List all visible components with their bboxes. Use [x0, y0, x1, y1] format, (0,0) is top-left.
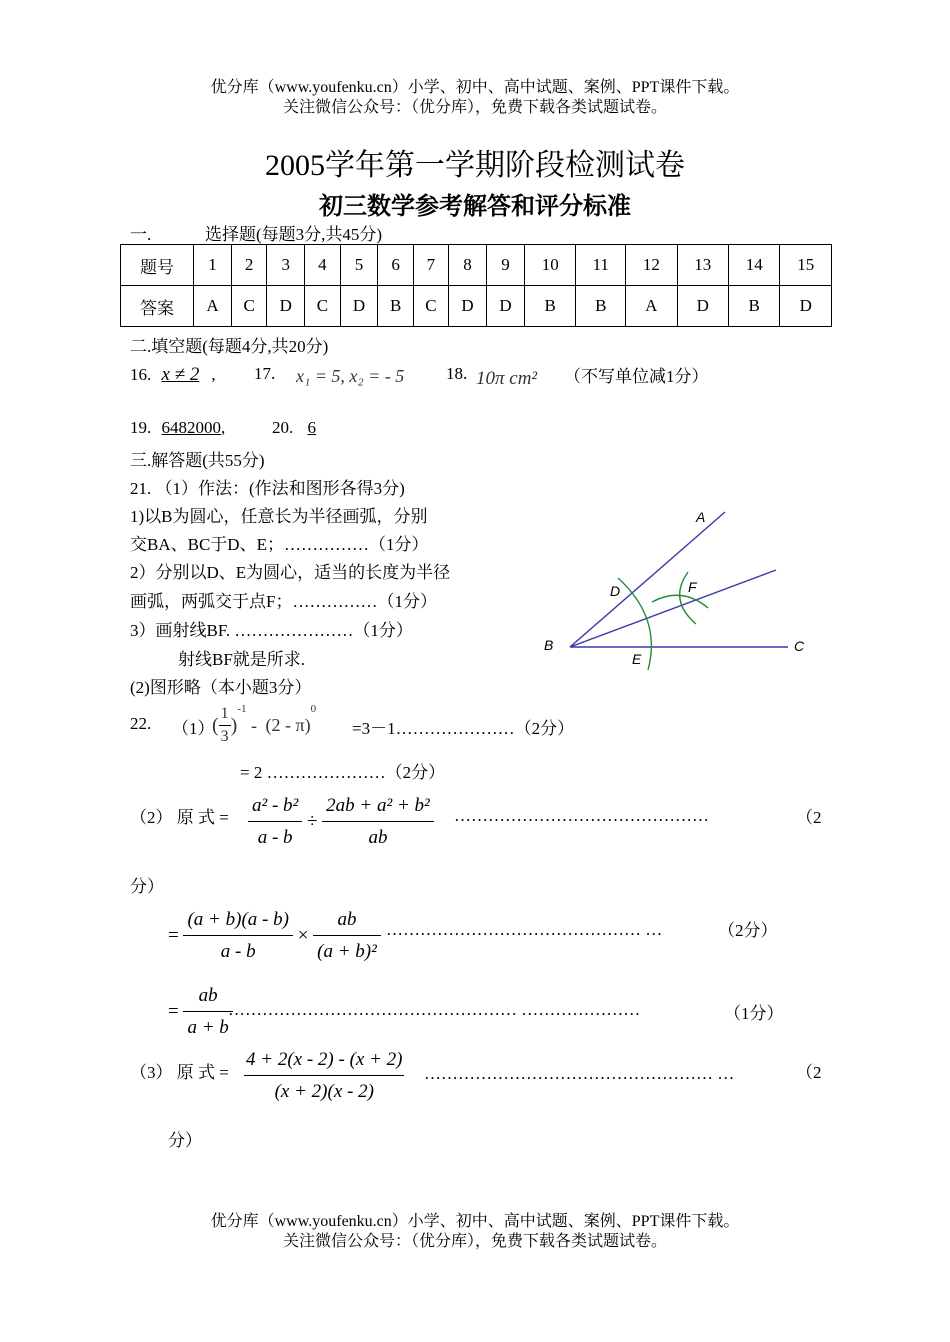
table-cell: D: [487, 286, 525, 327]
q22-p3-dots: …………………………………………… …: [424, 1064, 735, 1083]
q19: 19. 6482000,: [130, 418, 226, 437]
table-cell: 5: [340, 245, 378, 286]
q22-p2-step3-dots: …………………………………………… …………………: [228, 1000, 641, 1019]
table-cell: C: [305, 286, 340, 327]
q16-label: 16.: [130, 365, 152, 384]
table-cell: 10: [524, 245, 575, 286]
row-label-question: 题号: [121, 245, 194, 286]
q22-p2-step2-frac1-num: (a + b)(a - b): [183, 910, 292, 936]
q22-p2-frac2-num: 2ab + a² + b²: [322, 796, 434, 822]
table-cell: D: [677, 286, 728, 327]
q21-line-7: 射线BF就是所求.: [178, 650, 306, 669]
header-line-2: 关注微信公众号：（优分库），免费下载各类试题试卷。: [282, 99, 667, 116]
q22-p2-step3-eq: =: [168, 1000, 179, 1022]
q22-p1-line2: = 2 …………………（2分）: [240, 763, 446, 782]
table-cell: A: [194, 286, 232, 327]
footer-line-1: 优分库（www.youfenku.cn）小学、初中、高中试题、案例、PPT课件下载。: [210, 1213, 740, 1230]
q22-p2-dots: ………………………………………: [454, 806, 709, 825]
section1-heading: 选择题(每题3分,共45分): [205, 225, 383, 244]
q21-line-8: (2)图形略（本小题3分）: [130, 678, 312, 697]
q22-p1-expression: ( $\frac{1}{3}$ )$^{-1}$ - (2 - π)$^0$: [212, 703, 317, 746]
q22-p3-prefix: （3） 原 式 =: [130, 1063, 229, 1082]
section2-heading: 二.填空题(每题4分,共20分): [130, 337, 329, 356]
q22-p1-minus: -: [251, 715, 258, 736]
header-line-1: 优分库（www.youfenku.cn）小学、初中、高中试题、案例、PPT课件下载。: [210, 79, 740, 96]
q22-p2-step2-score: （2分）: [718, 921, 778, 940]
table-cell: B: [576, 286, 626, 327]
q22-p2-step2: [168, 910, 381, 963]
q22-p2-step2-times: ×: [297, 924, 309, 946]
q22-p2-step3-score: （1分）: [724, 1004, 784, 1023]
q22-p2-expression: [248, 796, 434, 849]
q22-p1-exp2: 0: [310, 703, 317, 715]
table-cell: 11: [576, 245, 626, 286]
table-cell: C: [231, 286, 266, 327]
q22-p1-exp1: -1: [237, 703, 247, 715]
ray-bf: [570, 570, 776, 647]
angle-bisector-figure: [540, 500, 820, 680]
q21-line-6: 3）画射线BF. …………………（1分）: [130, 621, 413, 640]
answer-table: [120, 244, 832, 327]
table-cell: B: [524, 286, 575, 327]
label-f: F: [688, 579, 697, 595]
q21-line-4: 2）分别以D、E为圆心，适当的长度为半径: [130, 563, 451, 582]
table-cell: 2: [231, 245, 266, 286]
table-row-answers: [121, 286, 832, 327]
q22-p1-base-num: 1: [219, 705, 231, 726]
table-row-questions: [121, 245, 832, 286]
q22-p2-frac2-den: ab: [368, 826, 388, 848]
q22-p3-expression: [244, 1050, 404, 1103]
footer-line-2: 关注微信公众号：（优分库），免费下载各类试题试卷。: [282, 1233, 667, 1250]
q20-answer: 6: [307, 418, 316, 437]
table-cell: 6: [378, 245, 413, 286]
q22-p1-prefix: （1）: [172, 719, 215, 738]
table-cell: 4: [305, 245, 340, 286]
label-a: A: [696, 509, 706, 525]
q16: 16. x ≠ 2 ,: [130, 364, 216, 385]
q22-p2-step3-den: a + b: [187, 1016, 229, 1038]
q17-answer: x₁ = 5, x₂ = - 5: [296, 366, 405, 386]
table-cell: D: [340, 286, 378, 327]
q19-answer: 6482000: [161, 418, 221, 437]
q17-label: 17.: [254, 364, 276, 383]
table-cell: B: [729, 286, 780, 327]
q22-p2-score-a: （2: [796, 808, 822, 827]
q22-p2-frac1-num: a² - b²: [248, 796, 302, 822]
section1-number: 一.: [130, 225, 152, 244]
table-cell: 7: [413, 245, 448, 286]
q22-p2-step2-eq: =: [168, 924, 179, 946]
q19-label: 19.: [130, 418, 152, 437]
q22-p3-score-a: （2: [796, 1063, 822, 1082]
q16-answer: x ≠ 2: [161, 364, 200, 385]
label-c: C: [794, 638, 805, 654]
label-e: E: [632, 651, 642, 667]
figure-rays: [570, 512, 788, 647]
label-b: B: [544, 637, 554, 653]
q21-line-2: 1)以B为圆心，任意长为半径画弧，分别: [130, 507, 428, 526]
q22-p2-step2-frac2-den: (a + b)²: [317, 940, 377, 962]
table-cell: 8: [449, 245, 487, 286]
table-cell: B: [378, 286, 413, 327]
table-cell: D: [267, 286, 305, 327]
label-d: D: [610, 583, 621, 599]
q21-line-5: 画弧，两弧交于点F；……………（1分）: [130, 592, 437, 611]
page-subtitle: 初三数学参考解答和评分标准: [319, 192, 631, 220]
q22-label: 22.: [130, 714, 152, 733]
q22-p2-step2-frac2-num: ab: [313, 910, 381, 936]
table-cell: 12: [626, 245, 677, 286]
table-cell: C: [413, 286, 448, 327]
q22-p2-prefix: （2） 原 式 =: [130, 808, 229, 827]
table-cell: 3: [267, 245, 305, 286]
q20: [272, 418, 320, 438]
q22-p1-result: =3－1…………………（2分）: [352, 719, 575, 738]
table-cell: 1: [194, 245, 232, 286]
table-cell: D: [780, 286, 832, 327]
q21-line-3: 交BA、BC于D、E；……………（1分）: [130, 535, 429, 554]
q22-p2-step2-dots: ……………………………………… …: [386, 920, 663, 939]
q22-p3-num: 4 + 2(x - 2) - (x + 2): [244, 1050, 404, 1076]
q22-p1-base-den: 3: [220, 728, 229, 746]
q21-line-1: 21. （1）作法：(作法和图形各得3分): [130, 479, 405, 498]
ray-ba: [570, 512, 725, 647]
q22-p1-paren: (2 - π): [265, 715, 311, 736]
page-title: 2005学年第一学期阶段检测试卷: [265, 149, 685, 182]
q22-p2-step3: [168, 986, 233, 1039]
q18-label: 18.: [446, 364, 468, 383]
table-cell: 14: [729, 245, 780, 286]
row-label-answer: 答案: [121, 286, 194, 327]
q22-p2-div: ÷: [306, 810, 318, 832]
q22-p2-score-b: 分）: [130, 877, 164, 896]
q22-p3-den: (x + 2)(x - 2): [274, 1080, 374, 1102]
q22-p3-score-b: 分）: [168, 1131, 202, 1150]
q22-p2-frac1-den: a - b: [257, 826, 293, 848]
table-cell: D: [449, 286, 487, 327]
table-cell: 13: [677, 245, 728, 286]
q18-note: （不写单位减1分）: [564, 367, 709, 386]
q22-p2-step3-num: ab: [183, 986, 232, 1012]
table-cell: 9: [487, 245, 525, 286]
table-cell: 15: [780, 245, 832, 286]
q22-p2-step2-frac1-den: a - b: [220, 940, 256, 962]
section3-heading: 三.解答题(共55分): [130, 451, 265, 470]
table-cell: A: [626, 286, 677, 327]
q18-answer: 10π cm²: [476, 368, 538, 389]
q20-label: 20.: [272, 418, 294, 437]
